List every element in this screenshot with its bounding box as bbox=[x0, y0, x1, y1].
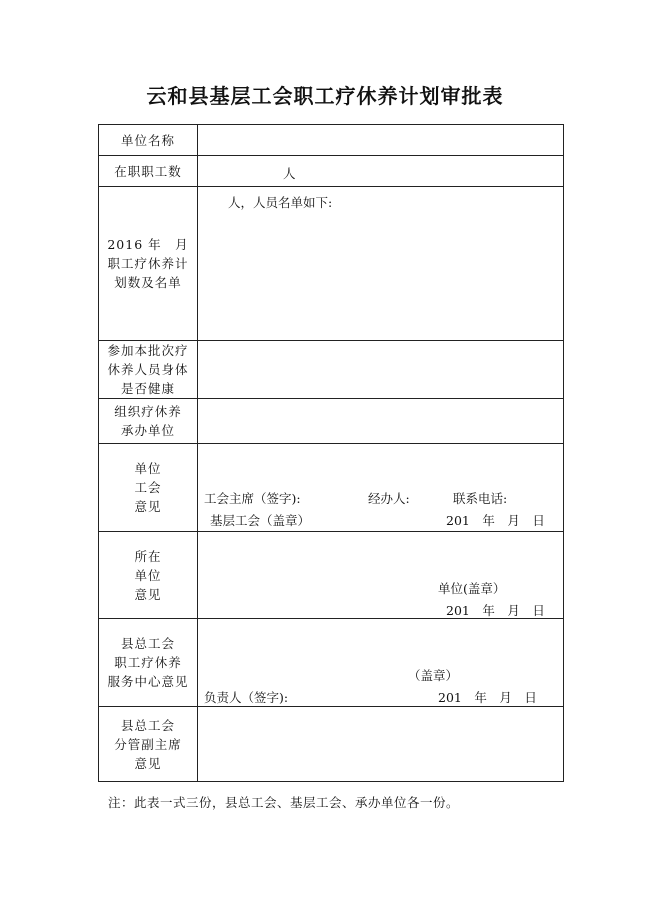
row-health bbox=[99, 341, 564, 399]
organizer-label-line2: 承办单位 bbox=[120, 423, 175, 438]
unit-name-field[interactable] bbox=[198, 125, 564, 156]
staff-count-unit: 人 bbox=[283, 166, 296, 181]
row-organizer bbox=[99, 399, 564, 444]
health-field[interactable] bbox=[198, 341, 564, 399]
unit-opinion-date: 201 年 月 日 bbox=[446, 603, 545, 618]
health-label-line1: 参加本批次疗 bbox=[107, 343, 189, 358]
unit-union-field[interactable] bbox=[198, 444, 564, 532]
unit-name-label: 单位名称 bbox=[99, 125, 198, 156]
unit-opinion-label bbox=[99, 532, 198, 619]
union-phone: 联系电话: bbox=[453, 491, 508, 506]
union-seal: 基层工会（盖章） bbox=[210, 513, 311, 528]
organizer-label-line1: 组织疗休养 bbox=[114, 404, 182, 419]
union-handler: 经办人: bbox=[368, 491, 410, 506]
unit-opinion-label-line1: 所在 bbox=[134, 548, 162, 564]
row-unit-name bbox=[99, 125, 564, 156]
organizer-field[interactable] bbox=[198, 399, 564, 444]
form-title: 云和县基层工会职工疗休养计划审批表 bbox=[146, 84, 504, 108]
row-unit-union bbox=[99, 444, 564, 532]
plan-content-text: 人，人员名单如下: bbox=[228, 195, 333, 210]
center-label-line2: 职工疗休养 bbox=[114, 655, 182, 670]
unit-union-label-line1: 单位 bbox=[134, 461, 162, 476]
unit-opinion-seal: 单位(盖章） bbox=[438, 581, 506, 596]
health-label-line3: 是否健康 bbox=[120, 381, 175, 396]
unit-opinion-field[interactable] bbox=[198, 532, 564, 619]
health-label-line2: 休养人员身体 bbox=[107, 362, 189, 377]
unit-union-label-line3: 意见 bbox=[134, 499, 162, 514]
staff-count-label: 在职职工数 bbox=[99, 156, 198, 187]
row-center bbox=[99, 619, 564, 707]
plan-label bbox=[99, 187, 198, 341]
plan-field[interactable] bbox=[198, 187, 564, 341]
plan-label-line1: 2016 年 月 bbox=[107, 237, 189, 252]
union-chair-signature: 工会主席（签字): bbox=[204, 491, 301, 506]
vice-chair-field[interactable] bbox=[198, 707, 564, 782]
row-staff-count bbox=[99, 156, 564, 187]
unit-opinion-label-line3: 意见 bbox=[134, 586, 162, 602]
plan-label-line2: 职工疗休养计 bbox=[107, 256, 189, 271]
center-date: 201 年 月 日 bbox=[438, 690, 537, 705]
row-plan bbox=[99, 187, 564, 341]
approval-form-table bbox=[98, 124, 564, 782]
unit-opinion-label-line2: 单位 bbox=[134, 567, 162, 583]
center-field[interactable] bbox=[198, 619, 564, 707]
vice-chair-label bbox=[99, 707, 198, 782]
center-seal: （盖章） bbox=[408, 668, 459, 683]
vice-chair-label-line2: 分管副主席 bbox=[114, 736, 182, 752]
center-label-line1: 县总工会 bbox=[120, 636, 175, 651]
staff-count-field[interactable] bbox=[198, 156, 564, 187]
plan-label-line3: 划数及名单 bbox=[114, 275, 182, 290]
center-label-line3: 服务中心意见 bbox=[107, 674, 189, 689]
row-unit-opinion bbox=[99, 532, 564, 619]
footnote: 注：此表一式三份，县总工会、基层工会、承办单位各一份。 bbox=[108, 795, 460, 810]
health-label bbox=[99, 341, 198, 399]
center-label bbox=[99, 619, 198, 707]
organizer-label bbox=[99, 399, 198, 444]
union-date: 201 年 月 日 bbox=[446, 513, 545, 528]
vice-chair-label-line3: 意见 bbox=[134, 755, 162, 771]
unit-union-label-line2: 工会 bbox=[134, 480, 162, 495]
row-vice-chair bbox=[99, 707, 564, 782]
center-leader-signature: 负责人（签字): bbox=[204, 690, 289, 705]
vice-chair-label-line1: 县总工会 bbox=[120, 717, 175, 733]
unit-union-label bbox=[99, 444, 198, 532]
